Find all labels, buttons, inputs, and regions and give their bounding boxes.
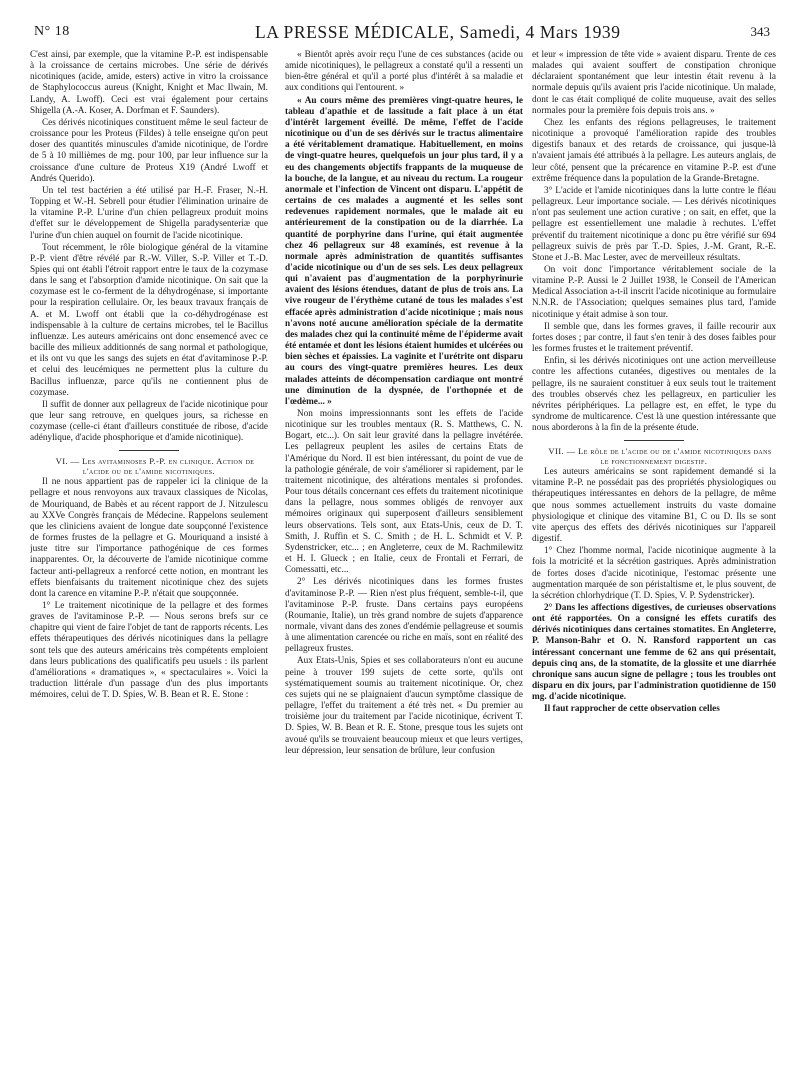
- paragraph: et leur « impression de tête vide » avaient disparu. Trente de ces malades qui avaient souffert de constipation chronique déclaraient spontanément que leur intestin était revenu à la normale depuis qu'ils avaient pris l'acide nicotinique. Un malade, dont le cas était compliqué de colite muqueuse, avait des selles normales pour la première fois depuis trois ans. »: [532, 50, 776, 116]
- quoted-paragraph: « Au cours même des premières vingt-quatre heures, le tableau d'apathie et de lassitude a fait place à un état d'intérêt largement éveillé. De même, l'effet de l'acide nicotinique ou d'un de ses dérivés sur le tractus alimentaire a été véritablement dramatique. Habituellement, en moins de vingt-quatre heures, quelquefois un jour plus tard, il y a eu des changements objectifs frappants de la muqueuse de la bouche, de la langue, et au niveau du rectum. La rougeur anormale et l'infection de Vincent ont disparu. L'appétit de certains de ces malades a augmenté et les selles sont redevenues rapidement normales, que le malade ait eu antérieurement de la constipation ou de la diarrhée. La quantité de porphyrine dans l'urine, qui était augmentée chez 46 pellagreux sur 48 examinés, est revenue à la normale après administration de quantités suffisantes d'acide nicotinique ou d'un de ses sels. Les deux pellagreux qui n'avaient pas d'augmentation de la porphyrinurie avaient des lésions étendues, datant de plus de trois ans. La vive rougeur de l'érythème cutané de tous les malades s'est effacée après administration d'acide nicotinique ; mais nous n'avons noté aucune amélioration spéciale de la dermatite des malades chez qui la continuité même de l'épiderme avait été entamée et dont les lésions étaient humides et ulcérées ou bien sèches et épaissies. La vaginite et l'urétrite ont disparu au cours des vingt-quatre premières heures. Les deux malades atteints de décompensation cardiaque ont montré une diminution de la dyspnée, de l'orthopnée et de l'œdème... »: [285, 95, 523, 407]
- paragraph: 1° Le traitement nicotinique de la pellagre et des formes graves de l'avitaminose P.-P. — Nous serons brefs sur ce chapitre qui vient de faire l'objet de tant de rapports récents. Les effets thérapeutiques des dérivés nicotiniques dans la pellagre sont tels que des auteurs américains très compétents emploient dans leurs publications des qualificatifs peu usuels : ils parlent d'améliorations « dramatiques », « spectaculaires ». Voici la traduction littérale d'un passage d'un des plus importants mémoires, celui de T. D. Spies, W. B. Bean et R. E. Stone :: [30, 601, 268, 701]
- paragraph: Non moins impressionnants sont les effets de l'acide nicotinique sur les troubles mentaux (R. S. Matthews, C. N. Bogart, etc...). On sait leur gravité dans la pellagre invétérée. Les pellagreux peuplent les asiles de certains Etats de l'Amérique du Nord. Il est bien intéressant, du point de vue de la pathologie générale, de voir s'améliorer si rapidement, par le traitement nicotinique, des altérations mentales si profondes. Pour tous détails concernant ces effets du traitement nicotinique dans la pellagre, nous sommes obligés de renvoyer aux mémoires originaux qui superposent d'ailleurs sensiblement leurs observations. Tels sont, aux Etats-Unis, ceux de D. T. Smith, J. Ruffin et S. C. Smith ; de H. L. Schmidt et V. P. Sydenstricker, etc... ; en Angleterre, ceux de M. Rachmilewitz et H. I. Glueck ; en Italie, ceux de Frontali et Ferrari, de Comessatti, etc...: [285, 409, 523, 576]
- paragraph: « Bientôt après avoir reçu l'une de ces substances (acide ou amide nicotiniques), le pellagreux a constaté qu'il a ressenti un bien-être général et qu'il a porté plus d'intérêt à sa maladie et aux conditions qui l'entourent. »: [285, 50, 523, 94]
- column-3: [532, 50, 776, 1074]
- section-heading: VI. — Les avitaminoses P.-P. en clinique. Action de l'acide ou de l'amide nicotiniques.: [55, 456, 255, 476]
- page-header: [0, 14, 800, 44]
- paragraph: Enfin, si les dérivés nicotiniques ont une action merveilleuse contre les affections cutanées, digestives ou mentales de la pellagre, ils ne sauraient constituer à eux seuls tout le traitement des troubles observés chez les pellagreux, en particulier les névrites périphériques. La pellagre est, en effet, le type du syndrome de multicarence. C'est là une question intéressante que nous aborderons à la fin de la présente étude.: [532, 356, 776, 434]
- paragraph: Il semble que, dans les formes graves, il faille recourir aux fortes doses ; par contre, il faut s'en tenir à des doses faibles pour les formes frustes et le traitement préventif.: [532, 321, 776, 355]
- paragraph: 2° Dans les affections digestives, de curieuses observations ont été rapportées. On a consigné les effets curatifs des dérivés nicotiniques dans certaines stomatites. En Angleterre, P. Manson-Bahr et O. N. Ransford rapportent un cas intéressant concernant une femme de 62 ans qui présentait, depuis cinq ans, de la stomatite, de la glossite et une diarrhée chronique sans aucun signe de pellagre ; tous les troubles ont disparu en dix jours, par l'administration quotidienne de 150 mg. d'acide nicotinique.: [532, 603, 776, 703]
- section-rule: [119, 450, 179, 451]
- paragraph: Il suffit de donner aux pellagreux de l'acide nicotinique pour que leur sang retrouve, en quelques jours, sa richesse en cozymase (celle-ci étant d'ailleurs constituée de ribose, d'acide adénylique, d'acide phosphorique et d'amide nicotinique).: [30, 399, 268, 444]
- issue-number: N° 18: [34, 24, 70, 39]
- journal-title: LA PRESSE MÉDICALE, Samedi, 4 Mars 1939: [255, 22, 621, 42]
- paragraph: Un tel test bactérien a été utilisé par H.-F. Fraser, N.-H. Topping et W.-H. Sebrell pour étudier l'élimination urinaire de la vitamine P.-P. L'urine d'un chien pellagreux produit moins d'effet sur le développement de Shigella paradysenteriæ que l'urine d'un chien auquel on fournit de l'acide nicotinique.: [30, 185, 268, 241]
- column-2: [285, 50, 523, 1074]
- paragraph: Ces dérivés nicotiniques constituent même le seul facteur de croissance pour les Proteus (Fildes) à telle enseigne qu'on peut doser des quantités minuscules d'amide nicotinique, de l'ordre de 5 à 10 millièmes de mg. pour 100, par leur influence sur la croissance d'une culture de Proteus X19 (André Lwoff et Andrés Querido).: [30, 117, 268, 184]
- paragraph: Les auteurs américains se sont rapidement demandé si la vitamine P.-P. ne possédait pas des propriétés physiologiques ou thérapeutiques intéressantes en dehors de la pellagre, de même que nous sommes actuellement instruits du vaste domaine physiologique et clinique des vitamine B1, C ou D. Ils se sont vite aperçus des effets des dérivés nicotiniques sur l'appareil digestif.: [532, 467, 776, 545]
- section-rule: [624, 440, 684, 441]
- paragraph: Il faut rapprocher de cette observation celles: [544, 704, 720, 715]
- column-1: [30, 50, 268, 1074]
- paragraph: 1° Chez l'homme normal, l'acide nicotinique augmente à la fois la motricité et la sécrétion gastriques. Après administration de fortes doses d'acide nicotinique, l'estomac présente une augmentation marquée de son péristaltisme et, le plus souvent, de la sécrétion chlorhydrique (T. D. Spies, V. P. Sydenstricker).: [532, 546, 776, 601]
- paragraph: Chez les enfants des régions pellagreuses, le traitement nicotinique a provoqué l'amélioration rapide des troubles digestifs banaux et des retards de croissance, qui jusque-là n'avaient jamais été attribués à la pellagre. Les auteurs anglais, de leur côté, pensent que la précarence en vitamine P.-P. est d'une extrême fréquence dans la population de la Grande-Bretagne.: [532, 117, 776, 184]
- paragraph: C'est ainsi, par exemple, que la vitamine P.-P. est indispensable à la croissance de certains microbes. Une série de dérivés nicotiniques (acide, amide, esters) active in vitro la croissance de Staphylococcus aureus (Knight, Knight et Mac Ilwain, M. Landy, A. Lwoff). Ceci est vrai également pour certains Shigella (A.-A. Koser, A. Dorfman et F. Saunders).: [30, 50, 268, 116]
- paragraph: On voit donc l'importance véritablement sociale de la vitamine P.-P. Aussi le 2 Juillet 1938, le Conseil de l'American Medical Association a-t-il inscrit l'acide nicotinique au formulaire N.N.R. de l'Association; quelques semaines plus tard, l'amide nicotinique y était admise à son tour.: [532, 264, 776, 320]
- paragraph: 2° Les dérivés nicotiniques dans les formes frustes d'avitaminose P.-P. — Rien n'est plus fréquent, semble-t-il, que l'avitaminose P.-P. fruste. Dans certains pays européens (Roumanie, Italie), un très grand nombre de sujets d'apparence normale, vivant dans des zones d'endémie pellagreuse et soumis à une alimentation carencée ou riche en maïs, sont en réalité des pellagreux frustes.: [285, 577, 523, 655]
- paragraph: 3° L'acide et l'amide nicotiniques dans la lutte contre le fléau pellagreux. Leur importance sociale. — Les dérivés nicotiniques n'ont pas seulement une action curative ; on sait, en effet, que la pellagre est essentiellement une maladie à rechutes. L'effet préventif du traitement nicotinique a donc pu être vérifié sur 694 pellagreux suivis de près par T.-D. Spies, J.-M. Grant, R.-E. Stone et J.-B. Mac Lester, avec de merveilleux résultats.: [532, 185, 776, 263]
- section-heading: VII. — Le rôle de l'acide ou de l'amide nicotiniques dans le fonctionnement digestif.: [548, 446, 772, 466]
- page-number: 343: [750, 24, 770, 39]
- paragraph: Il ne nous appartient pas de rappeler ici la clinique de la pellagre et nous renvoyons aux travaux classiques de Nicolas, de Mouriquand, de Babès et au récent rapport de J. Nitzulescu au XXVe Congrès français de Médecine. Rappelons seulement que les cliniciens avaient de longue date soupçonné l'existence de formes frustes de la pellagre et G. Mouriquand a insisté à juste titre sur l'importance pathogénique de ces formes inapparentes. Or, la découverte de l'amide nicotinique comme facteur anti-pellagreux a renforcé cette notion, en montrant les effets bienfaisants du traitement nicotinique chez des sujets dont la carence en vitamine P.-P. n'était que soupçonnée.: [30, 477, 268, 599]
- paragraph: Aux Etats-Unis, Spies et ses collaborateurs n'ont eu aucune peine à trouver 199 sujets de cette sorte, qu'ils ont systématiquement soumis au traitement nicotinique. Or, chez ces sujets qui ne se plaignaient d'aucun symptôme classique de pellagre, l'effet du traitement a été très net. « Du premier au troisième jour du traitement par l'acide nicotinique, écrivent T. D. Spies, W. B. Bean et R. E. Stone, presque tous les sujets ont avoué qu'ils se trouvaient beaucoup mieux et que leurs vertiges, leur dépression, leur sensation de brûlure, leur confusion: [285, 656, 523, 756]
- paragraph: Tout récemment, le rôle biologique général de la vitamine P.-P. vient d'être révélé par R.-W. Viller, S.-P. Viller et T.-D. Spies qui ont établi l'étroit rapport entre le taux de la cozymase dans le sang et l'absorption d'amide nicotinique. On sait que la cozymase est le co-ferment de la déhydrogénase, si importante pour la respiration cellulaire. Or, les beaux travaux français de A. et M. Lwoff ont établi que la co-déhydrogénase est indispensable à la culture de certains microbes, tel le Bacillus influenzæ. Les auteurs américains ont donc ensemencé avec ce bacille des milieux additionnés de sang normal et pathologique, et ils ont vu que les sangs des sujets en état d'avitaminose P.-P. et celui des leucémiques ne permettent plus la culture du Bacillus influenzæ, parce qu'ils ne contiennent plus de cozymase.: [30, 242, 268, 398]
